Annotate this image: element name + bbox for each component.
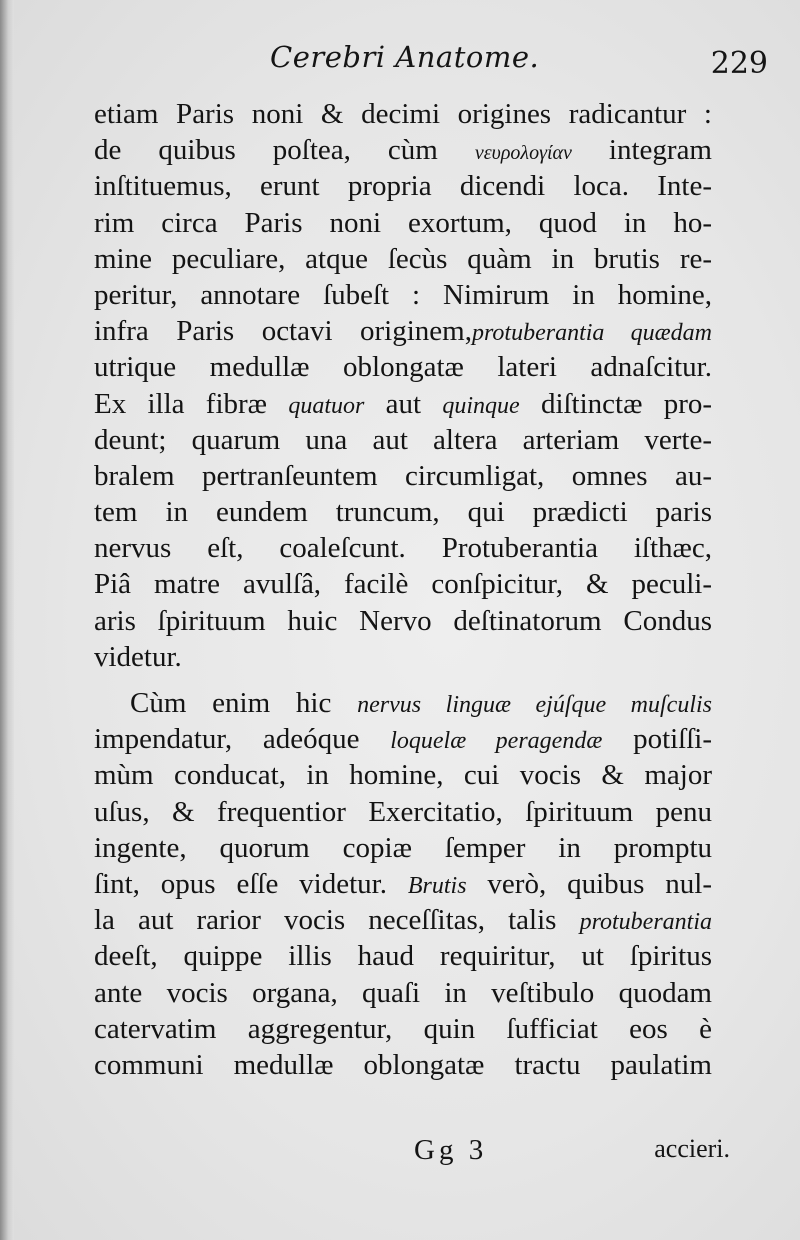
page-header	[90, 40, 770, 90]
text-line: aris ſpirituum huic Nervo deſtinatorum Condus	[94, 604, 712, 637]
text-line: nervus eſt, coaleſcunt. Protuberantia iſthæc,	[94, 532, 712, 565]
italic-word: protuberantia	[579, 909, 713, 936]
running-title: Cerebri Anatome.	[270, 40, 540, 74]
signature-mark: Gg 3	[414, 1134, 488, 1166]
italic-word: Brutis	[407, 872, 467, 899]
main-text	[94, 96, 712, 1083]
page-gutter-shadow	[0, 0, 14, 1240]
text-line: etiam Paris noni & decimi origines radicantur :	[94, 98, 712, 130]
text-line: peritur, annotare ſubeſt : Nimirum in homine,	[94, 278, 712, 311]
page-footer	[94, 1134, 730, 1174]
text-line: Cùm enim hic nervus linguæ ejúſque muſculis	[130, 687, 712, 719]
italic-word: quinque	[442, 392, 520, 419]
page-number: 229	[710, 46, 768, 81]
paragraph-gap	[94, 675, 712, 685]
text-line: catervatim aggregentur, quin ſufficiat eos è	[94, 1012, 712, 1045]
text-line: videtur.	[94, 640, 182, 673]
italic-phrase: loquelæ peragendæ	[390, 728, 603, 755]
greek-word: νευρολογίαν	[474, 142, 572, 165]
text-line: mine peculiare, atque ſecùs quàm in brutis re-	[94, 242, 712, 275]
text-line: impendatur, adeóque loquelæ peragendæ potiſſi-	[94, 723, 713, 756]
text-line: ingente, quorum copiæ ſemper in promptu	[94, 831, 712, 864]
text-line: deunt; quarum una aut altera arteriam verte-	[94, 423, 712, 456]
text-line: communi medullæ oblongatæ tractu paulatim	[94, 1048, 712, 1081]
text-line: la aut rarior vocis neceſſitas, talis protuberantia	[94, 904, 713, 937]
text-line: bralem pertranſeuntem circumligat, omnes au-	[94, 459, 712, 492]
text-line: Piâ matre avulſâ, facilè conſpicitur, & peculi-	[94, 568, 712, 601]
text-line: rim circa Paris noni exortum, quod in ho-	[94, 206, 712, 239]
text-line: Ex illa fibræ quatuor aut quinque diſtinctæ pro-	[94, 387, 713, 420]
text-line: inſtituemus, erunt propria dicendi loca. Inte-	[94, 170, 712, 203]
italic-word: quatuor	[288, 392, 365, 419]
italic-phrase: nervus linguæ ejúſque muſculis	[357, 692, 712, 718]
text-line: tem in eundem truncum, qui prædicti paris	[94, 496, 712, 529]
text-line: deeſt, quippe illis haud requiritur, ut ſpiritus	[94, 940, 712, 973]
italic-phrase: protuberantia quædam	[471, 320, 712, 347]
text-line: de quibus poſtea, cùm νευρολογίαν integram	[94, 134, 712, 167]
text-line: uſus, & frequentior Exercitatio, ſpirituum penu	[94, 795, 712, 828]
text-line: ſint, opus eſſe videtur. Brutis verò, quibus nul-	[94, 867, 713, 900]
text-line: infra Paris octavi originem,protuberantia quædam	[94, 315, 712, 348]
catchword: accieri.	[654, 1134, 730, 1163]
text-line: mùm conducat, in homine, cui vocis & major	[94, 759, 712, 792]
text-line: ante vocis organa, quaſi in veſtibulo quodam	[94, 976, 712, 1009]
text-line: utrique medullæ oblongatæ lateri adnaſcitur.	[94, 351, 712, 384]
